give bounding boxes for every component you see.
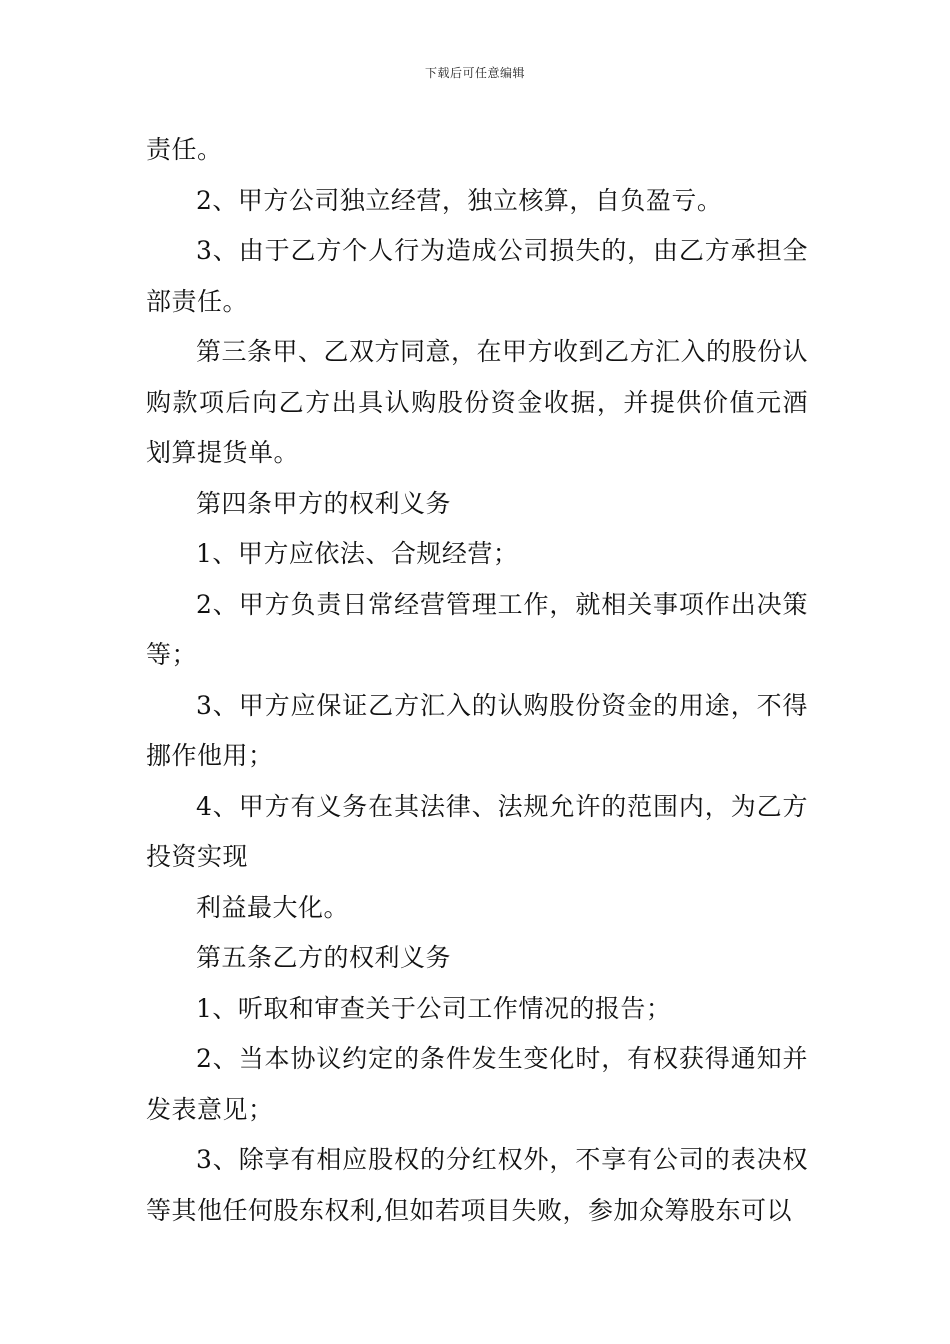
- paragraph: 3、甲方应保证乙方汇入的认购股份资金的用途，不得挪作他用；: [146, 690, 808, 770]
- page-header: 下载后可任意编辑: [424, 66, 525, 80]
- paragraph: 责任。: [146, 135, 223, 164]
- paragraph: 1、甲方应依法、合规经营；: [196, 539, 519, 568]
- document-body: [146, 125, 808, 1236]
- paragraph: 4、甲方有义务在其法律、法规允许的范围内，为乙方投资实现: [146, 791, 808, 871]
- paragraph: 2、甲方负责日常经营管理工作，就相关事项作出决策等；: [146, 589, 808, 669]
- paragraph: 3、由于乙方个人行为造成公司损失的，由乙方承担全部责任。: [146, 236, 808, 316]
- section-heading: 第四条甲方的权利义务: [196, 488, 452, 518]
- paragraph: 1、听取和审查关于公司工作情况的报告；: [196, 993, 672, 1023]
- paragraph: 第三条甲、乙双方同意，在甲方收到乙方汇入的股份认购款项后向乙方出具认购股份资金收据，并提供价值元酒划算提货单。: [146, 337, 809, 467]
- paragraph: 2、当本协议约定的条件发生变化时，有权获得通知并发表意见；: [146, 1044, 808, 1124]
- paragraph: 2、甲方公司独立经营，独立核算，自负盈亏。: [196, 185, 723, 215]
- section-heading: 第五条乙方的权利义务: [196, 943, 452, 972]
- paragraph: 利益最大化。: [196, 892, 350, 922]
- paragraph: 3、除享有相应股权的分红权外，不享有公司的表决权等其他任何股东权利,但如若项目失败，参加众筹股东可以: [146, 1145, 808, 1225]
